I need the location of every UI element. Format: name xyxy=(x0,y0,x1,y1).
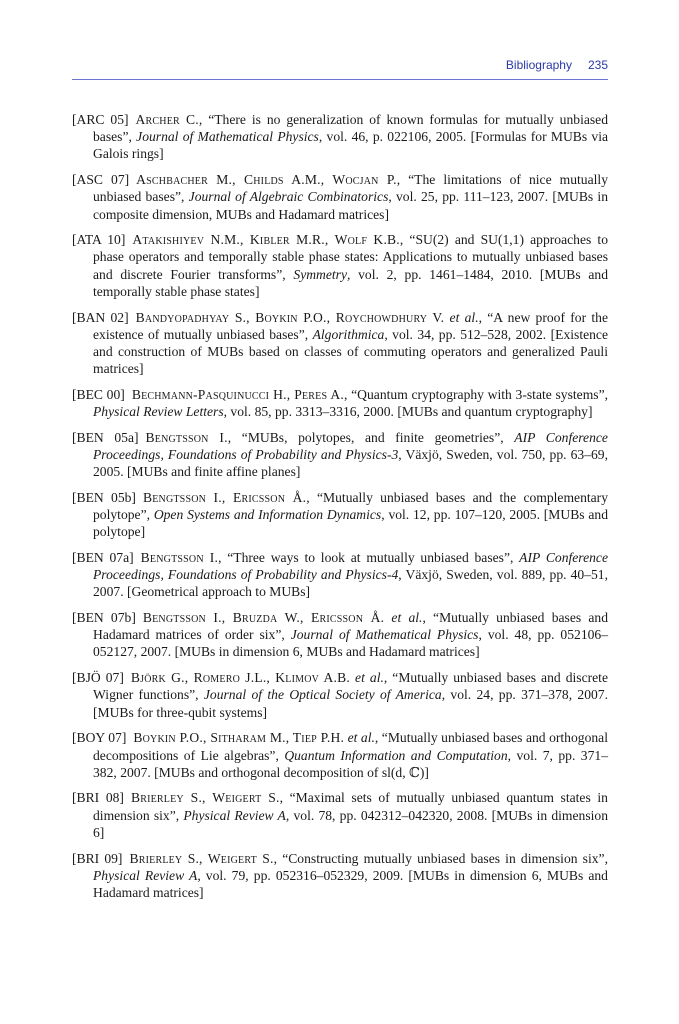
entry-journal: Journal of Mathematical Physics xyxy=(136,129,319,145)
entry-key: [BEN 07a] xyxy=(72,549,134,565)
entry-key: [BRI 08] xyxy=(72,790,124,806)
entry-title: , “SU(2) and SU(1,1) approaches to phase operators and temporally stable phase states: Applications to mutually unbiased bases and discrete Fourier transforms”, xyxy=(93,232,608,282)
entry-journal: Journal of the Optical Society of America xyxy=(203,687,442,703)
entry-key: [BEN 05a] xyxy=(72,429,139,445)
entry-title: , “Three ways to look at mutually unbiased bases”, xyxy=(218,549,520,565)
bibliography-entry xyxy=(72,669,608,721)
entry-et-al: et al. xyxy=(444,309,479,325)
entry-title: , “Mutually unbiased bases and orthogonal decompositions of Lie algebras”, xyxy=(93,730,608,763)
entry-journal: Quantum Information and Computation xyxy=(284,747,508,763)
entry-title: , “A new proof for the existence of mutually unbiased bases”, xyxy=(93,309,608,342)
bibliography-list xyxy=(72,111,608,910)
entry-key: [BEN 07b] xyxy=(72,610,136,626)
entry-authors: Bengtsson I. xyxy=(145,429,228,445)
entry-details: , Växjö, Sweden, vol. 750, pp. 63–69, 2005. [MUBs and finite affine planes] xyxy=(93,446,608,480)
entry-journal: AIP Conference Proceedings, Foundations of Probability and Physics-3 xyxy=(93,429,608,462)
entry-journal: Physical Review A xyxy=(183,807,286,823)
entry-journal: Journal of Mathematical Physics xyxy=(290,627,479,643)
bibliography-entry xyxy=(72,609,608,661)
entry-details: , vol. 85, pp. 3313–3316, 2000. [MUBs and quantum cryptography] xyxy=(223,404,593,420)
entry-journal: Physical Review A xyxy=(93,867,198,883)
bibliography-entry xyxy=(72,729,608,781)
bibliography-entry xyxy=(72,171,608,223)
bibliography-entry xyxy=(72,309,608,378)
entry-title: , “Mutually unbiased bases and discrete Wigner functions”, xyxy=(93,670,608,703)
entry-details: , Växjö, Sweden, vol. 889, pp. 40–51, 2007. [Geometrical approach to MUBs] xyxy=(93,567,608,600)
header-rule xyxy=(72,79,608,80)
entry-details: , vol. 7, pp. 371–382, 2007. [MUBs and orthogonal decomposition of sl(d, ℂ)] xyxy=(93,747,608,780)
bibliography-entry xyxy=(72,549,608,601)
entry-details: , vol. 78, pp. 042312–042320, 2008. [MUBs in dimension 6] xyxy=(93,807,608,840)
entry-title: , “Maximal sets of mutually unbiased quantum states in dimension six”, xyxy=(93,790,608,823)
entry-key: [BEC 00] xyxy=(72,386,125,402)
entry-title: , “The limitations of nice mutually unbiased bases”, xyxy=(93,172,608,205)
bibliography-entry xyxy=(72,231,608,300)
section-title: Bibliography xyxy=(505,58,572,72)
entry-journal: Symmetry xyxy=(293,266,347,282)
entry-details: , vol. 79, pp. 052316–052329, 2009. [MUBs in dimension 6, MUBs and Hadamard matrices] xyxy=(93,867,608,900)
entry-authors: Atakishiyev N.M., Kibler M.R., Wolf K.B. xyxy=(132,232,400,248)
entry-details: , vol. 12, pp. 107–120, 2005. [MUBs and polytope] xyxy=(93,507,609,540)
entry-details: , vol. 25, pp. 111–123, 2007. [MUBs in composite dimension, MUBs and Hadamard matrices] xyxy=(93,189,609,222)
entry-authors: Archer C. xyxy=(135,112,199,127)
entry-key: [BEN 05b] xyxy=(72,489,136,505)
entry-details: , vol. 46, p. 022106, 2005. [Formulas for MUBs via Galois rings] xyxy=(93,129,608,162)
entry-journal: Algorithmica xyxy=(312,326,385,342)
entry-authors: Brierley S., Weigert S. xyxy=(130,790,280,806)
entry-key: [ARC 05] xyxy=(72,112,129,127)
entry-et-al: et al. xyxy=(344,730,375,746)
entry-title: , “There is no generalization of known formulas for mutually unbiased bases”, xyxy=(93,112,608,145)
entry-key: [BAN 02] xyxy=(72,309,129,325)
entry-journal: AIP Conference Proceedings, Foundations of Probability and Physics-4 xyxy=(93,549,608,583)
bibliography-entry xyxy=(72,386,608,420)
entry-key: [BOY 07] xyxy=(72,730,127,746)
entry-authors: Björk G., Romero J.L., Klimov A.B. xyxy=(130,670,351,686)
entry-details: , vol. 34, pp. 512–528, 2002. [Existence and construction of MUBs based on classes of commuting operators and generalized Pauli matrices] xyxy=(93,326,608,377)
entry-authors: Bandyopadhyay S., Boykin P.O., Roychowdhury V. xyxy=(135,309,445,325)
entry-details: , vol. 48, pp. 052106–052127, 2007. [MUBs in dimension 6, MUBs and Hadamard matrices] xyxy=(93,627,609,660)
bibliography-entry xyxy=(72,850,608,902)
entry-details: , vol. 2, pp. 1461–1484, 2010. [MUBs and temporally stable phase states] xyxy=(93,266,609,299)
entry-key: [BJÖ 07] xyxy=(72,670,124,686)
running-header xyxy=(72,58,608,73)
entry-title: , “Quantum cryptography with 3-state systems”, xyxy=(344,386,608,402)
page-number: 235 xyxy=(587,58,608,72)
bibliography-entry xyxy=(72,111,608,163)
entry-details: , vol. 24, pp. 371–378, 2007. [MUBs for three-qubit systems] xyxy=(93,687,608,720)
entry-authors: Brierley S., Weigert S. xyxy=(129,850,274,866)
bibliography-entry xyxy=(72,489,608,541)
bibliography-entry xyxy=(72,429,608,481)
entry-journal: Journal of Algebraic Combinatorics xyxy=(188,189,389,205)
entry-key: [BRI 09] xyxy=(72,850,123,866)
entry-journal: Physical Review Letters xyxy=(93,404,224,420)
entry-journal: Open Systems and Information Dynamics xyxy=(153,507,382,523)
entry-authors: Bengtsson I., Bruzda W., Ericsson Å. xyxy=(142,610,385,626)
entry-authors: Aschbacher M., Childs A.M., Wocjan P. xyxy=(136,172,397,188)
entry-title: , “Constructing mutually unbiased bases in dimension six”, xyxy=(273,850,608,866)
entry-et-al: et al. xyxy=(350,670,384,686)
entry-authors: Bengtsson I., Ericsson Å. xyxy=(142,489,307,505)
entry-authors: Boykin P.O., Sitharam M., Tiep P.H. xyxy=(133,730,345,746)
entry-authors: Bengtsson I. xyxy=(140,549,219,565)
entry-key: [ASC 07] xyxy=(72,172,130,188)
entry-title: , “MUBs, polytopes, and finite geometries”, xyxy=(227,429,515,445)
entry-title: , “Mutually unbiased bases and Hadamard matrices of order six”, xyxy=(93,610,608,643)
entry-key: [ATA 10] xyxy=(72,232,126,248)
entry-title: , “Mutually unbiased bases and the complementary polytope”, xyxy=(93,489,608,523)
bibliography-entry xyxy=(72,789,608,841)
entry-authors: Bechmann-Pasquinucci H., Peres A. xyxy=(131,386,345,402)
entry-et-al: et al. xyxy=(384,610,423,626)
